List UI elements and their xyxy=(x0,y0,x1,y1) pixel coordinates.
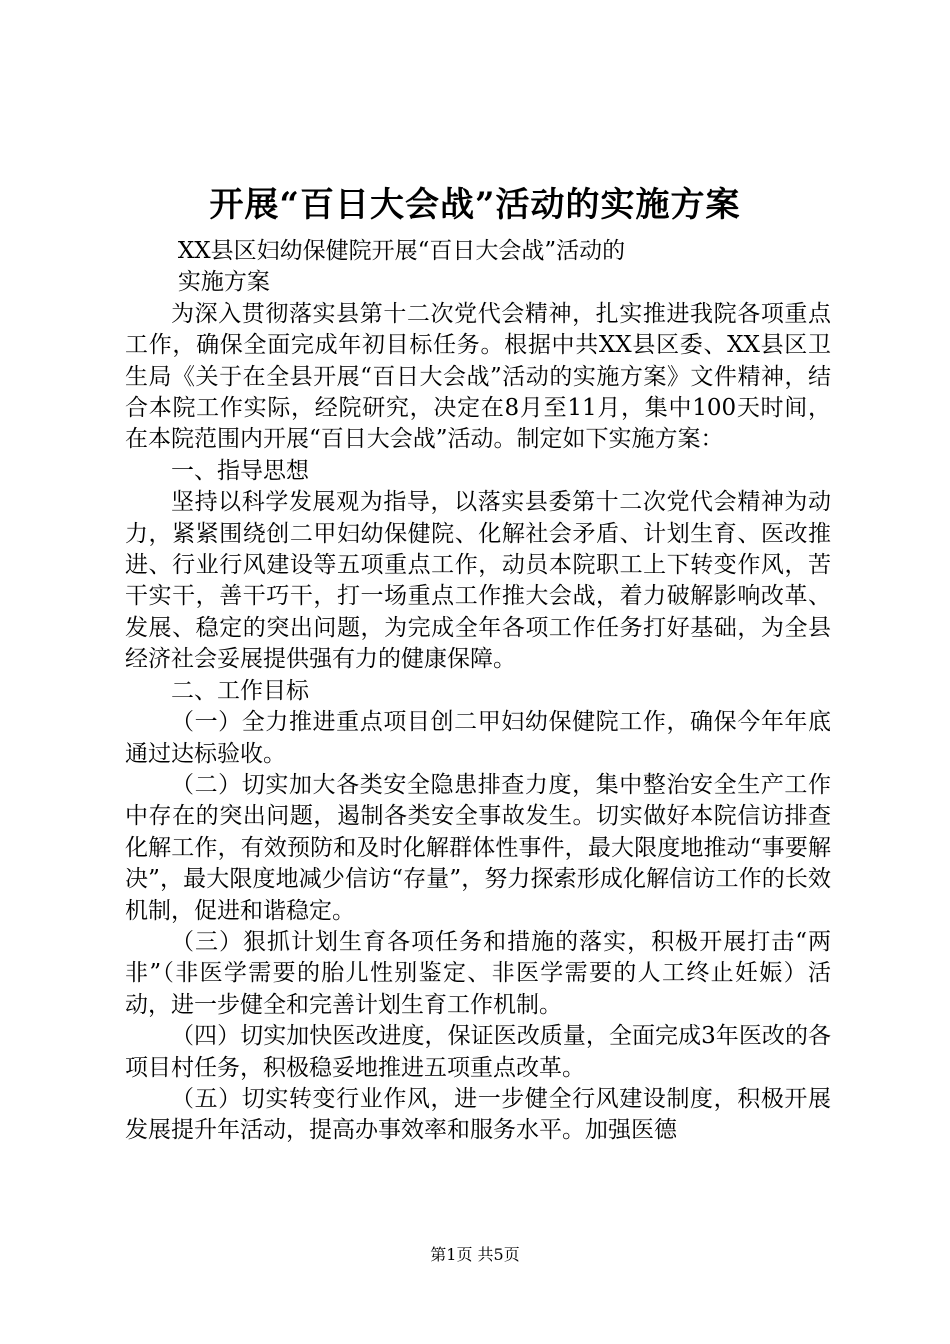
paragraph-goal-2: （二）切实加大各类安全隐患排查力度，集中整治安全生产工作中存在的突出问题，遏制各类安全事故发生。切实做好本院信访排查化解工作，有效预防和及时化解群体性事件，最大限度地推动“事要解决”，最大限度地减少信访“存量”，努力探索形成化解信访工作的长效机制，促进和谐稳定。 xyxy=(125,771,831,924)
subtitle-line-1: XX县区妇幼保健院开展“百日大会战”活动的 xyxy=(177,238,626,264)
document-title: 开展“百日大会战”活动的实施方案 xyxy=(209,185,741,225)
paragraph-goal-1: （一）全力推进重点项目创二甲妇幼保健院工作，确保今年年底通过达标验收。 xyxy=(125,709,831,767)
paragraph-goal-5: （五）切实转变行业作风，进一步健全行风建设制度，积极开展发展提升年活动，提高办事效率和服务水平。加强医德 xyxy=(125,1085,831,1144)
page-footer: 第1页 共5页 xyxy=(430,1245,520,1264)
document-body xyxy=(125,236,831,1147)
paragraph-guiding-thought: 坚持以科学发展观为指导，以落实县委第十二次党代会精神为动力，紧紧围绕创二甲妇幼保健院、化解社会矛盾、计划生育、医改推进、行业行风建设等五项重点工作，动员本院职工上下转变作风，苦干实干，善干巧干，打一场重点工作推大会战，着力破解影响改革、发展、稳定的突出问题，为完成全年各项工作任务打好基础，为全县经济社会妥展提供强有力的健康保障。 xyxy=(125,489,831,673)
section-heading-guiding-thought: 一、指导思想 xyxy=(171,457,309,484)
subtitle-line-2: 实施方案 xyxy=(177,269,270,296)
section-heading-work-goals: 二、工作目标 xyxy=(171,677,309,704)
paragraph-intro: 为深入贯彻落实县第十二次党代会精神，扎实推进我院各项重点工作，确保全面完成年初目标任务。根据中共XX县区委、XX县区卫生局《关于在全县开展“百日大会战”活动的实施方案》文件精神，结合本院工作实际，经院研究，决定在8月至11月，集中100天时间，在本院范围内开展“百日大会战”活动。制定如下实施方案： xyxy=(125,300,831,453)
paragraph-goal-4: （四）切实加快医改进度，保证医改质量，全面完成3年医改的各项目村任务，积极稳妥地推进五项重点改革。 xyxy=(125,1023,831,1081)
paragraph-goal-3: （三）狠抓计划生育各项任务和措施的落实，积极开展打击“两非”（非医学需要的胎儿性别鉴定、非医学需要的人工终止妊娠）活动，进一步健全和完善计划生育工作机制。 xyxy=(125,928,831,1018)
